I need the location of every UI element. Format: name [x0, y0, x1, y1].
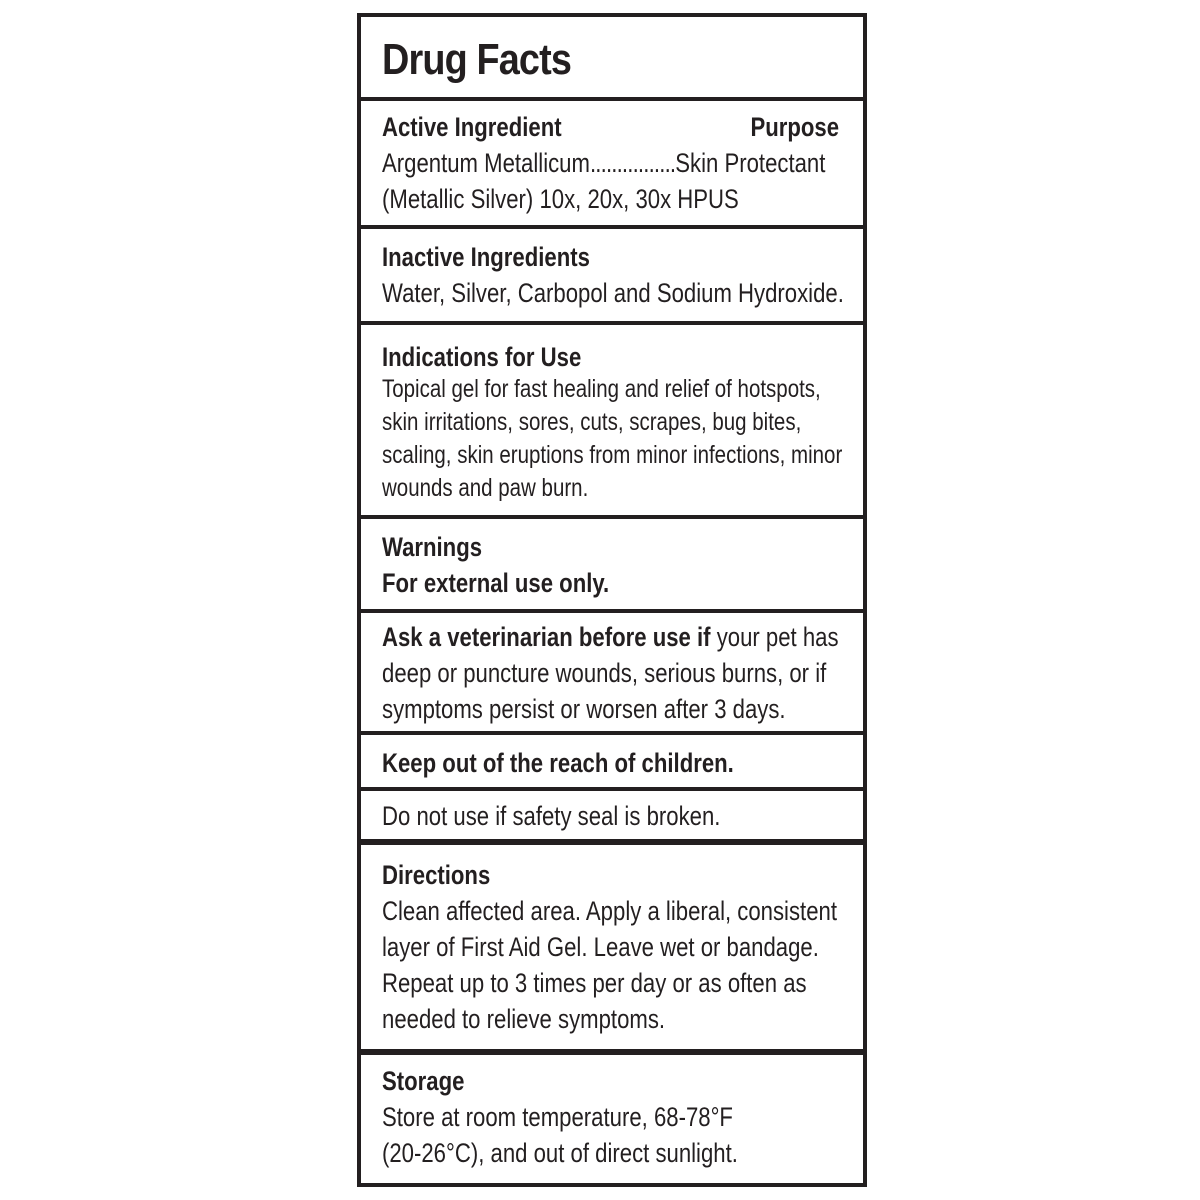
ingredient-detail: (Metallic Silver) 10x, 20x, 30x HPUS	[382, 184, 739, 214]
purpose-heading: Purpose	[750, 112, 839, 142]
directions-line: Clean affected area. Apply a liberal, consistent	[382, 896, 837, 926]
directions-line: needed to relieve symptoms.	[382, 1004, 666, 1034]
directions-line: layer of First Aid Gel. Leave wet or bandage.	[382, 932, 819, 962]
ask-veterinarian-section	[361, 613, 863, 735]
ingredient-line	[382, 145, 826, 181]
external-use-warning: For external use only.	[382, 568, 610, 598]
indications-line: wounds and paw burn.	[382, 474, 589, 502]
ask-line-1	[382, 619, 839, 655]
storage-heading: Storage	[382, 1066, 465, 1096]
storage-line: (20-26°C), and out of direct sunlight.	[382, 1138, 738, 1168]
safety-seal-section	[361, 791, 863, 845]
directions-line: Repeat up to 3 times per day or as often as	[382, 968, 807, 998]
drug-facts-panel	[357, 13, 867, 1187]
indications-line: scaling, skin eruptions from minor infections, minor	[382, 441, 843, 469]
ask-bold-lead: Ask a veterinarian before use if	[382, 622, 711, 652]
warnings-section	[361, 519, 863, 613]
inactive-heading: Inactive Ingredients	[382, 242, 590, 272]
inactive-text: Water, Silver, Carbopol and Sodium Hydroxide.	[382, 278, 844, 308]
ask-line-1-rest: your pet has	[710, 622, 839, 652]
storage-section	[361, 1053, 863, 1183]
safety-seal-warning: Do not use if safety seal is broken.	[382, 801, 721, 831]
storage-line: Store at room temperature, 68-78°F	[382, 1102, 733, 1132]
directions-heading: Directions	[382, 860, 491, 890]
warnings-heading: Warnings	[382, 532, 483, 562]
ingredient-detail-row	[382, 181, 863, 217]
keep-out-warning: Keep out of the reach of children.	[382, 748, 734, 778]
ask-line-3: symptoms persist or worsen after 3 days.	[382, 694, 786, 724]
active-ingredient-heading: Active Ingredient	[382, 112, 562, 142]
indications-line: Topical gel for fast healing and relief of hotspots,	[382, 375, 821, 403]
title-section	[361, 17, 863, 101]
drug-facts-title: Drug Facts	[382, 35, 572, 84]
inactive-ingredients-section	[361, 229, 863, 325]
ingredient-purpose: Skin Protectant	[675, 148, 826, 178]
leader-dots: ................	[589, 148, 676, 178]
ask-line-2: deep or puncture wounds, serious burns, or if	[382, 658, 827, 688]
active-ingredient-section	[361, 101, 863, 229]
indications-line: skin irritations, sores, cuts, scrapes, bug bites,	[382, 408, 802, 436]
keep-out-section	[361, 735, 863, 791]
indications-section	[361, 325, 863, 519]
ingredient-row	[382, 145, 863, 181]
indications-heading: Indications for Use	[382, 342, 582, 372]
ingredient-name: Argentum Metallicum	[382, 148, 590, 178]
directions-section	[361, 845, 863, 1053]
active-heading-row	[382, 109, 863, 145]
